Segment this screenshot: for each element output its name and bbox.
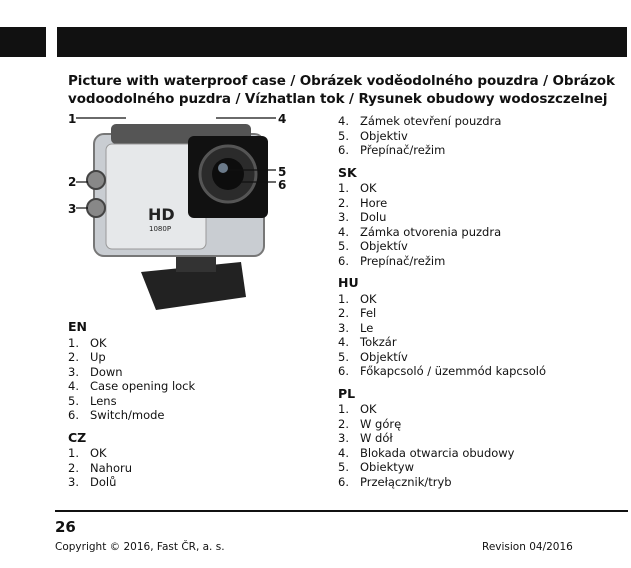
list-item: 4. Tokzár (338, 335, 397, 349)
left-column (68, 314, 318, 490)
list-item: 6. Switch/mode (68, 408, 165, 422)
callout-5: 5 (278, 165, 287, 179)
list-item: 3. Dolu (338, 210, 387, 224)
callout-1: 1 (68, 112, 77, 126)
footer-divider (55, 510, 628, 512)
list-item: 6. Přepínač/režim (338, 143, 446, 157)
camera-image (66, 112, 296, 318)
list-item: 3. Dolů (68, 475, 117, 489)
callout-2: 2 (68, 175, 77, 189)
list-item: 2. Nahoru (68, 460, 132, 475)
copyright: Copyright © 2016, Fast ČR, a. s. (55, 541, 225, 553)
list-item: 3. Le (338, 320, 374, 335)
list-item: 2. W górę (338, 416, 402, 431)
callout-6: 6 (278, 178, 287, 192)
hd-badge: HD (148, 205, 175, 224)
page-number: 26 (55, 518, 76, 536)
list-item: 4. Blokada otwarcia obudowy (338, 445, 515, 460)
section-head-sk: SK (338, 164, 357, 180)
list-item: 6. Főkapcsoló / üzemmód kapcsoló (338, 364, 546, 378)
list-item: 1. OK (68, 335, 107, 350)
callout-3: 3 (68, 202, 77, 216)
header-bar-left (0, 27, 46, 57)
list-item: 5. Objektív (338, 349, 408, 364)
list-item: 6. Prepínač/režim (338, 253, 446, 268)
list-item: 4. Case opening lock (68, 379, 196, 393)
list-item: 2. Up (68, 350, 106, 364)
section-head-cz: CZ (68, 429, 87, 445)
list-item: 2. Fel (338, 306, 377, 320)
header-bar (57, 27, 627, 57)
list-item: 4. Zámka otvorenia puzdra (338, 224, 502, 239)
list-item: 3. Down (68, 364, 123, 379)
list-item: 5. Obiektyw (338, 460, 415, 474)
list-item: 4. Zámek otevření pouzdra (338, 114, 502, 128)
list-item: 2. Hore (338, 195, 388, 210)
section-head-pl: PL (338, 385, 356, 401)
page-title: Picture with waterproof case / Obrázek voděodolného pouzdra / Obrázok vodoodolného puzdra / Vízhatlan tok / Rysunek obudowy wodoszczelnej (68, 73, 615, 107)
section-head-en: EN (68, 319, 88, 334)
hd-sub-badge: 1080P (149, 225, 172, 233)
callout-4: 4 (278, 112, 287, 126)
list-item: 3. W dół (338, 431, 393, 445)
list-item: 5. Lens (68, 393, 117, 408)
list-item: 5. Objektiv (338, 128, 408, 143)
list-item: 5. Objektív (338, 239, 408, 253)
list-item: 1. OK (338, 181, 377, 195)
list-item: 6. Przełącznik/tryb (338, 474, 452, 489)
revision: Revision 04/2016 (482, 541, 573, 553)
list-item: 1. OK (338, 402, 377, 416)
list-item: 1. OK (338, 291, 377, 306)
list-item: 1. OK (68, 446, 107, 460)
section-head-hu: HU (338, 275, 359, 290)
right-column (338, 114, 623, 489)
